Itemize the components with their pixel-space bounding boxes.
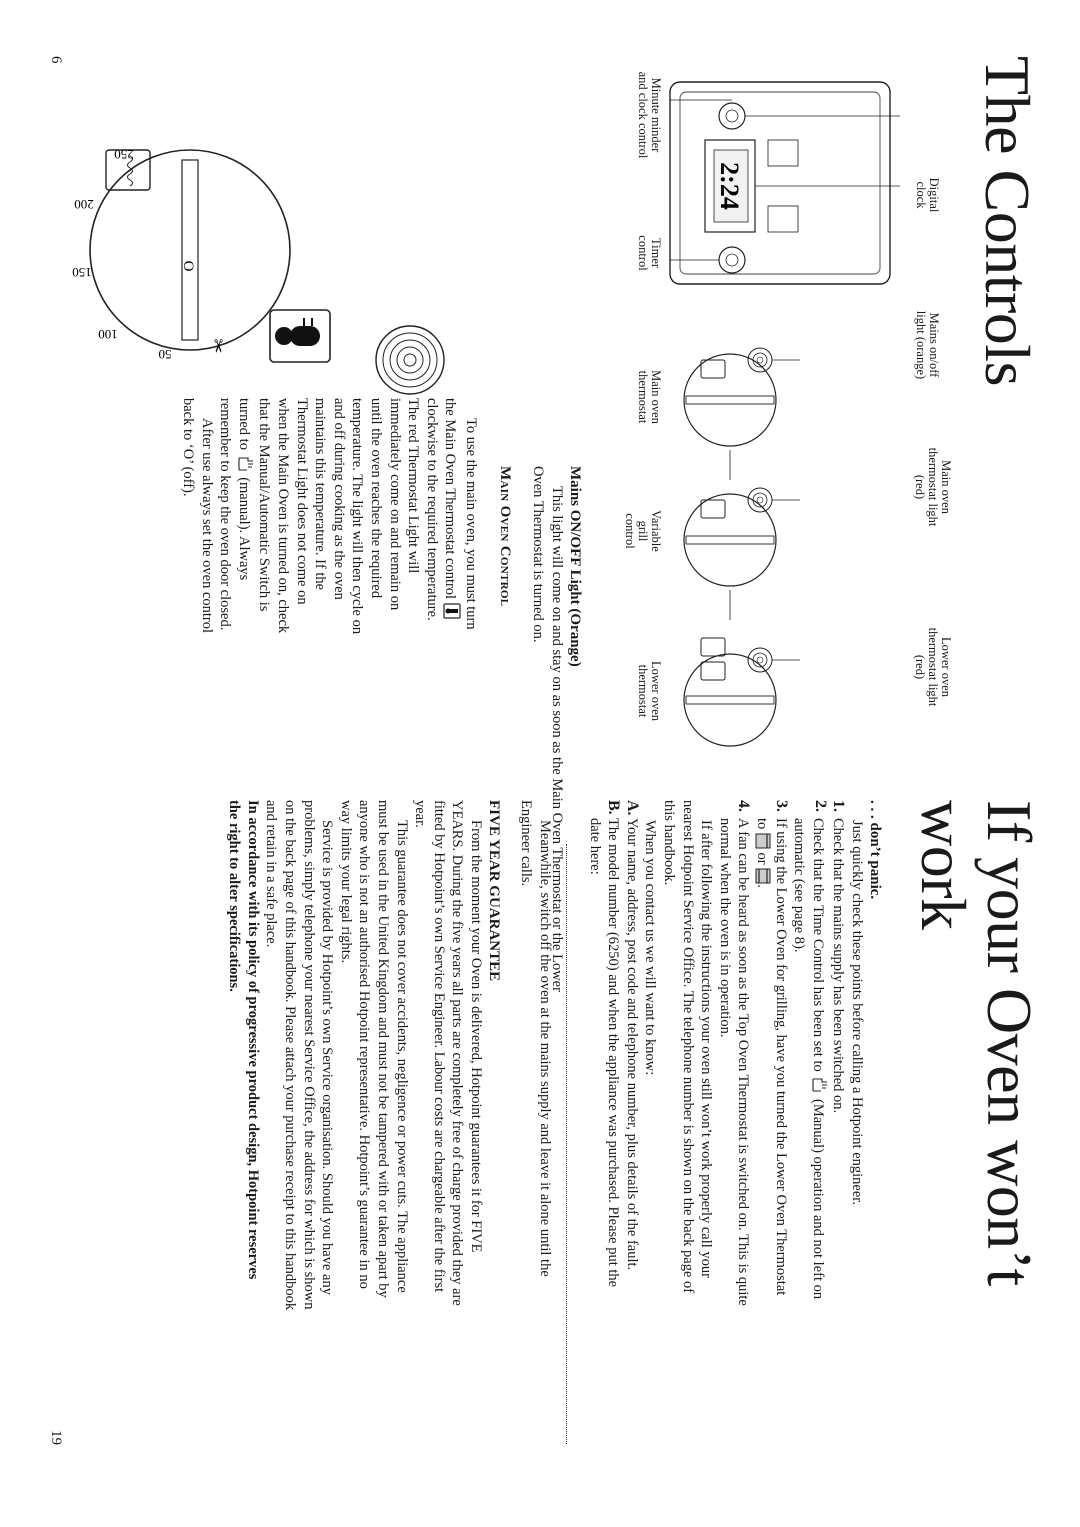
label-mains-light: Mains on/off light (orange) — [914, 310, 941, 380]
label-grill-control: Variable grill control — [623, 510, 663, 552]
manual-hand-icon — [811, 1075, 829, 1095]
check-item-2: 2. Check that the Time Control has been set to (Manual) operation and not left on automatic (see page 8). — [791, 800, 829, 1300]
lower-oven-thermostat-knob-small[interactable] — [684, 654, 776, 746]
lower-oven-icon-small-b — [701, 662, 725, 680]
mains-light-large-icon — [376, 326, 444, 394]
mains-light-heading: Mains ON/OFF Light (Orange) — [567, 466, 583, 667]
contact-item-b: B. The model number (6250) and when the appliance was purchased. Please put the date here: — [586, 800, 623, 1288]
variable-grill-knob-small[interactable] — [684, 494, 776, 586]
label-lower-oven-light: Lower oven thermostat light (red) — [913, 627, 953, 707]
minute-minder-knob[interactable] — [719, 103, 745, 129]
thermometer-icon-small — [701, 360, 725, 378]
left-page-number: 6 — [48, 56, 64, 64]
dont-panic: . . . don’t panic. — [867, 800, 883, 900]
label-lower-oven-thermostat: Lower oven thermostat — [636, 660, 663, 722]
timer-knob[interactable] — [719, 247, 745, 273]
thermometer-large-icon — [270, 310, 330, 362]
dial-tick-250: 250 — [114, 147, 134, 162]
contact-item-a: A. Your name, address, post code and telephone number, plus details of the fault. — [623, 800, 641, 1271]
lower-oven-icon-small-a — [701, 638, 725, 656]
left-page-title: The Controls — [972, 56, 1043, 386]
check-item-4: 4. A fan can be heard as soon as the Top Oven Thermostat is switched on. This is quite normal when the oven is in operation. — [716, 800, 753, 1306]
contact-intro: When you contact us we will want to know: — [642, 820, 659, 1076]
full-grill-icon — [755, 868, 771, 884]
main-oven-thermostat-dial[interactable] — [72, 147, 290, 362]
dial-tick-200: 200 — [74, 197, 94, 212]
dial-tick-100: 100 — [98, 327, 118, 342]
dial-tick-150: 150 — [72, 265, 92, 280]
clock-display-digits: 2:24 — [715, 162, 744, 210]
clock-housing — [670, 82, 890, 284]
fan-symbol-icon: ✂ — [208, 338, 228, 354]
main-oven-control-text: To use the main oven, you must turn the Main Oven Thermostat control clockwise to the required temperature. The red Thermostat Light will immediately come on and remain on until the oven reaches the required temperature. The light will then cycle on and off during cooking as the oven maintains this temperature. If the Thermostat Light does not come on when the Main Oven is turned on, check that the Manual/Automatic Switch is turned to (manual). Always remember to keep the oven door closed. After use always set the oven control back to ‘O’ (off). — [180, 398, 479, 635]
check-item-1: 1. Check that the mains supply has been switched on. — [830, 800, 848, 1114]
dial-tick-50: 50 — [158, 347, 172, 362]
label-timer-control: Timer control — [636, 235, 663, 271]
right-page-title: If your Oven won’t work — [908, 800, 1045, 1286]
mains-light-text: This light will come on and stay on as soon as the Main Oven Thermostat or the Lower Oven Thermostat is turned on. — [530, 466, 565, 992]
thermometer-inline-icon — [443, 603, 461, 619]
intro-text: Just quickly check these points before calling a Hotpoint engineer. — [849, 820, 865, 1205]
clock-indicator-right — [768, 206, 798, 232]
meanwhile-text: Meanwhile, switch off the oven at the mains supply and leave it alone until the — [537, 820, 554, 1277]
grill-icon-small — [701, 500, 725, 518]
manual-hand-icon — [237, 454, 255, 474]
label-main-oven-light: Main oven thermostat light (red) — [913, 447, 953, 527]
guarantee-heading: FIVE YEAR GUARANTEE — [485, 800, 502, 982]
top-grill-icon — [755, 833, 771, 849]
main-oven-thermostat-knob-small[interactable] — [684, 354, 776, 446]
right-page-number: 19 — [48, 1430, 64, 1445]
main-oven-thermostat-diagram — [60, 60, 480, 440]
troubleshooting-section: . . . don’t panic. Just quickly check these points before calling a Hotpoint engineer. 1. Check that the mains supply has been switched on. 2. Check that the Time Control has been set to (Manual) operation and not left on automatic (see page 8). 3. If using the Lower Oven for grilling, have you turned the Lower Oven Thermostat to or . 4. A fan can be heard as soon as the Top Oven Thermostat is switched on. This is quite normal when the oven is in operation. If after following the instructions your oven still won’t work properly call your nearest Hotpoint Service Office. The telephone number is shown on the back page of this handbook. When you contact us we will want to know: A. Your name, address, post code and telephone number, plus details of the fault. B. The model number (6250) and when the appliance was purchased. Please put the date here: Meanwhile, switch off the oven at the mains supply and leave it alone until the Engineer calls. FIVE YEAR GUARANTEE From the moment your Oven is delivered, Hotpoint guarantees it for FIVE YEARS. During the five years all parts are completely free of charge provided they are fitted by Hotpoint’s own Service Engineer. Labour costs are chargeable after the first year. This guarantee does not cover accidents, negligence or power cuts. The appliance must be used in the United Kingdom and must not be tampered with or taken apart by anyone who is not an authorised Hotpoint representative. Hotpoint’s guarantee in no way limits your legal rights. Service is provided by Hotpoint’s own Service organisation. Should you have any problems, simply telephone your nearest Service Office, the address for which is shown on the back page of this handbook. Please attach your purchase receipt to this handbook and retain in a safe place. In accordance with its policy of progressive product design, Hotpoint reserves the right to alter specifications. — [225, 800, 884, 1500]
clock-indicator-left — [768, 140, 798, 166]
check-item-3: 3. If using the Lower Oven for grilling, have you turned the Lower Oven Thermostat to or . — [754, 800, 790, 1296]
label-main-oven-thermostat: Main oven thermostat — [636, 370, 663, 424]
after-checks-text: If after following the instructions your oven still won’t work properly call your — [698, 820, 715, 1278]
label-minute-minder: Minute minder and clock control — [636, 71, 663, 159]
dial-off-marker: O — [180, 260, 196, 272]
label-digital-clock: Digital clock — [914, 177, 941, 213]
date-entry-line[interactable] — [566, 844, 567, 1444]
main-oven-control-heading: Main Oven Control — [497, 466, 513, 607]
policy-text: In accordance with its policy of progressive product design, Hotpoint reserves — [244, 800, 261, 1280]
